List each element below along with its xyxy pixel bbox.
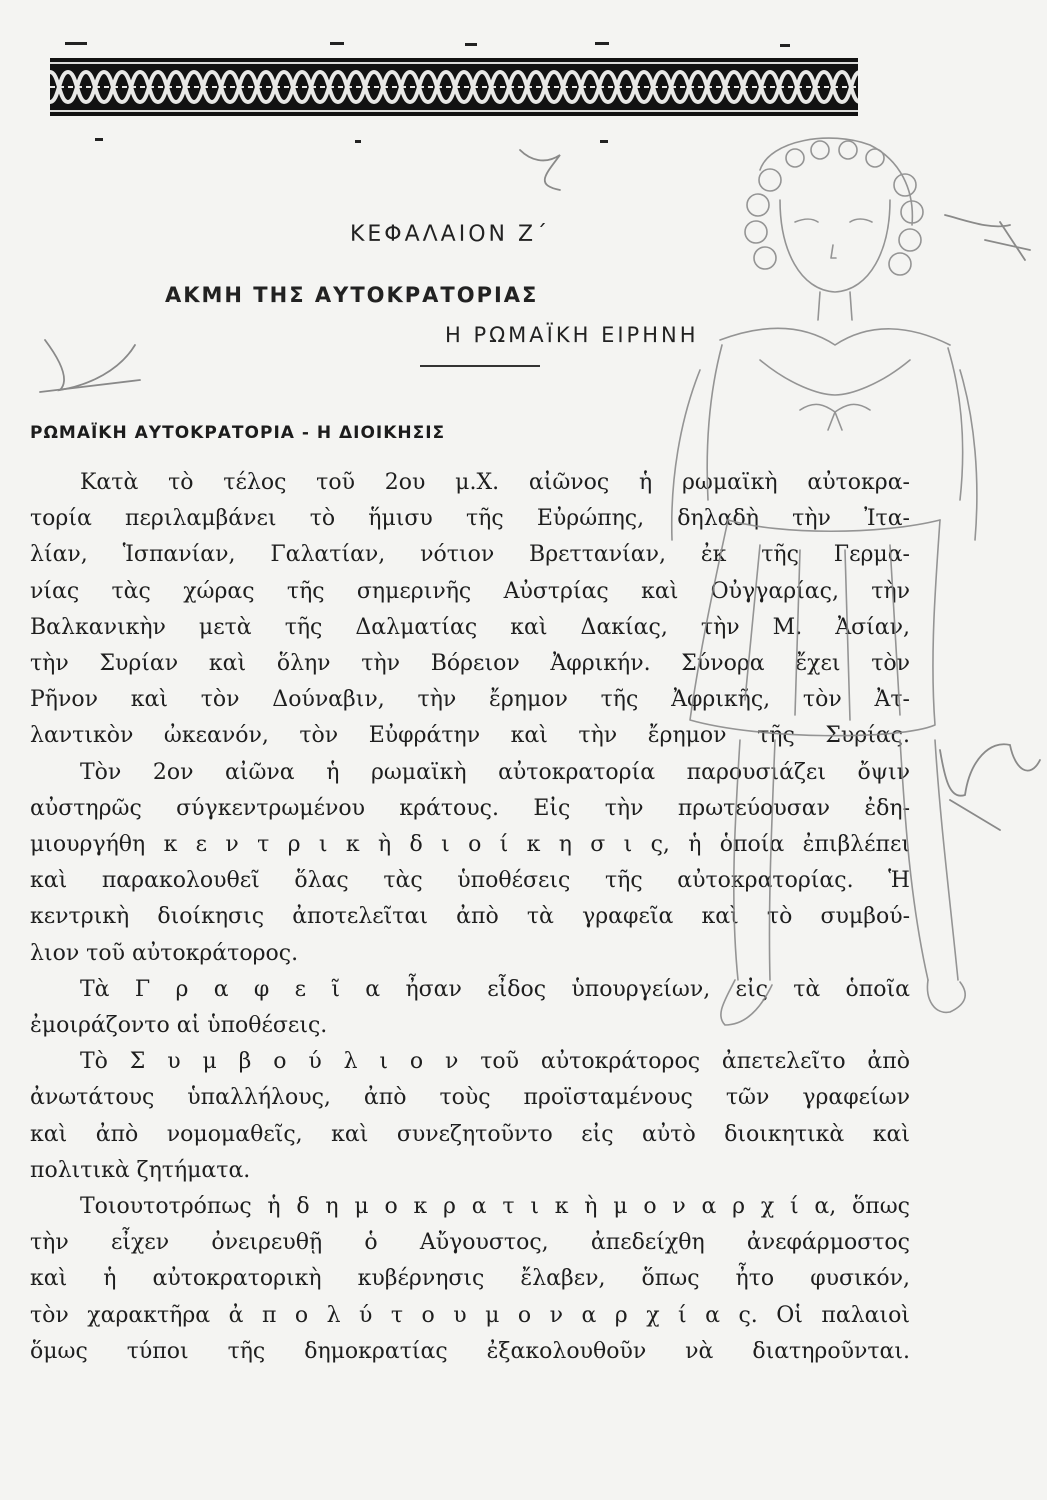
text-line: πολιτικὰ ζητήματα. — [30, 1157, 251, 1183]
text-line: καὶ ἡ αὐτοκρατορικὴ κυβέρνησις ἔλαβεν, ὅπως ἦτο φυσικόν, — [30, 1266, 910, 1292]
text-line: Τὸ Σ υ μ β ο ύ λ ι ο ν τοῦ αὐτοκράτορος ἀπετελεῖτο ἀπὸ — [80, 1049, 910, 1075]
decorative-dash — [355, 140, 361, 143]
text-line: ὅμως τύποι τῆς δημοκρατίας ἐξακολουθοῦν νὰ διατηροῦνται. — [30, 1338, 910, 1364]
section-heading: ΡΩΜΑΪΚΗ ΑΥΤΟΚΡΑΤΟΡΙΑ - Η ΔΙΟΙΚΗΣΙΣ — [30, 423, 446, 443]
text-line: Τοιουτοτρόπως ἡ δ η μ ο κ ρ α τ ι κ ὴ μ ο ν α ρ χ ί α, ὅπως — [80, 1194, 910, 1220]
text-line: νίας τὰς χώρας τῆς σημερινῆς Αὐστρίας καὶ Οὐγγαρίας, τὴν — [30, 578, 910, 604]
text-line: λίαν, Ἱσπανίαν, Γαλατίαν, νότιον Βρεττανίαν, ἐκ τῆς Γερμα- — [30, 542, 910, 568]
decorative-dash — [95, 138, 103, 141]
body-text — [30, 465, 910, 1370]
text-line: Τὸν 2ον αἰῶνα ἡ ρωμαϊκὴ αὐτοκρατορία παρουσιάζει ὄψιν — [80, 759, 910, 785]
decorative-dash — [65, 42, 87, 45]
text-line: τὸν χαρακτῆρα ἀ π ο λ ύ τ ο υ μ ο ν α ρ χ ί α ς. Οἱ παλαιοὶ — [30, 1302, 910, 1328]
text-line: ἀνωτάτους ὑπαλλήλους, ἀπὸ τοὺς προϊσταμένους τῶν γραφείων — [30, 1085, 910, 1111]
decorative-dash — [595, 42, 609, 45]
text-line: ἐμοιράζοντο αἱ ὑποθέσεις. — [30, 1013, 328, 1039]
text-line: τὴν Συρίαν καὶ ὅλην τὴν Βόρειον Ἀφρικήν. Σύνορα ἔχει τὸν — [30, 651, 910, 677]
title-divider — [420, 365, 540, 367]
decorative-dash — [600, 140, 608, 143]
text-line: αὐστηρῶς σύγκεντρωμένου κράτους. Εἰς τὴν πρωτεύουσαν ἐδη- — [30, 795, 910, 821]
text-line: τὴν εἶχεν ὀνειρευθῇ ὁ Αὔγουστος, ἀπεδείχθη ἀνεφάρμοστος — [30, 1230, 910, 1256]
text-line: Τὰ Γ ρ α φ ε ῖ α ἦσαν εἶδος ὑπουργείων, εἰς τὰ ὁποῖα — [80, 976, 910, 1002]
text-line: καὶ παρακολουθεῖ ὅλας τὰς ὑποθέσεις τῆς αὐτοκρατορίας. Ἡ — [30, 868, 910, 894]
text-line: λιον τοῦ αὐτοκράτορος. — [30, 940, 299, 966]
decorative-dash — [465, 43, 477, 46]
scribble-left — [45, 340, 135, 390]
chapter-subtitle: Η ΡΩΜΑΪΚΗ ΕΙΡΗΝΗ — [445, 323, 699, 347]
text-line: μιουργήθη κ ε ν τ ρ ι κ ὴ δ ι ο ί κ η σ ι ς, ἡ ὁποία ἐπιβλέπει — [30, 832, 910, 858]
text-line: Βαλκανικὴν μετὰ τῆς Δαλματίας καὶ Δακίας, τὴν Μ. Ἀσίαν, — [30, 614, 910, 640]
text-line: τορία περιλαμβάνει τὸ ἥμισυ τῆς Εὐρώπης, δηλαδὴ τὴν Ἰτα- — [30, 506, 910, 532]
ornamental-braid-band — [50, 58, 858, 116]
text-line: Κατὰ τὸ τέλος τοῦ 2ου μ.Χ. αἰῶνος ἡ ρωμαϊκὴ αὐτοκρα- — [80, 470, 910, 495]
decorative-dash — [330, 42, 344, 45]
text-line: λαντικὸν ὠκεανόν, τὸν Εὐφράτην καὶ τὴν ἔρημον τῆς Συρίας. — [30, 723, 910, 749]
chapter-heading: ΚΕΦΑΛΑΙΟΝ Ζ΄ — [349, 222, 551, 247]
text-line: καὶ ἀπὸ νομομαθεῖς, καὶ συνεζητοῦντο εἰς αὐτὸ διοικητικὰ καὶ — [30, 1121, 910, 1147]
text-line: κεντρικὴ διοίκησις ἀποτελεῖται ἀπὸ τὰ γραφεῖα καὶ τὸ συμβού- — [30, 904, 910, 930]
text-line: Ρῆνον καὶ τὸν Δούναβιν, τὴν ἔρημον τῆς Ἀφρικῆς, τὸν Ἀτ- — [30, 687, 910, 713]
chapter-title: ΑΚΜΗ ΤΗΣ ΑΥΤΟΚΡΑΤΟΡΙΑΣ — [165, 283, 539, 307]
decorative-dash — [780, 44, 790, 47]
